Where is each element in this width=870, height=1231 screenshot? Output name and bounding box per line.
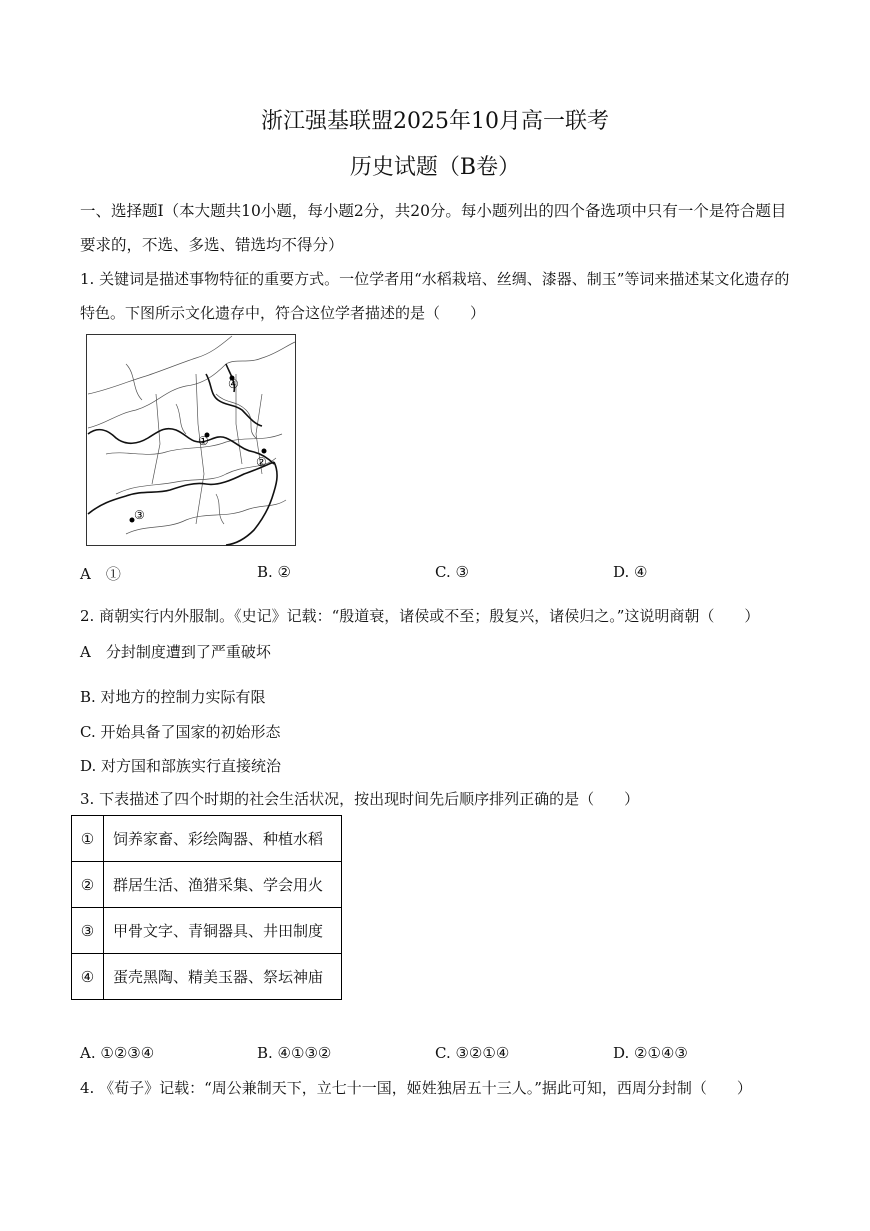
- map-marker-1: ①: [198, 434, 209, 448]
- q2-option-c[interactable]: C. 开始具备了国家的初始形态: [80, 723, 281, 741]
- question-4-stem: 4. 《荀子》记载：“周公兼制天下，立七十一国，姬姓独居五十三人。”据此可知，西周分封制（ ）: [80, 1079, 752, 1097]
- page-subtitle: 历史试题（B卷）: [349, 155, 521, 180]
- table-row: [72, 954, 342, 1000]
- map-marker-3: ③: [134, 508, 145, 522]
- table-cell-num: ③: [72, 908, 104, 954]
- page-title: 浙江强基联盟2025年10月高一联考: [261, 109, 609, 134]
- table-cell-text: 群居生活、渔猎采集、学会用火: [104, 862, 342, 908]
- table-row: [72, 816, 342, 862]
- map-marker-2: ②: [256, 455, 267, 469]
- q3-option-d[interactable]: D. ②①④③: [613, 1044, 688, 1062]
- question-2-stem: 2. 商朝实行内外服制。《史记》记载：“殷道衰，诸侯或不至；殷复兴，诸侯归之。”这说明商朝（ ）: [80, 607, 760, 625]
- q2-option-b[interactable]: B. 对地方的控制力实际有限: [80, 688, 266, 706]
- table-row: [72, 862, 342, 908]
- table-cell-text: 饲养家畜、彩绘陶器、种植水稻: [104, 816, 342, 862]
- map-marker-4: ④: [228, 377, 239, 391]
- q3-option-a[interactable]: A. ①②③④: [80, 1044, 155, 1062]
- q1-option-a[interactable]: A ①: [80, 565, 121, 583]
- question-1-stem: 1. 关键词是描述事物特征的重要方式。一位学者用“水稻栽培、丝绸、漆器、制玉”等词来描述某文化遗存的特色。下图所示文化遗存中，符合这位学者描述的是（ ）: [80, 270, 790, 322]
- q3-option-c[interactable]: C. ③②①④: [435, 1044, 510, 1062]
- table-row: [72, 908, 342, 954]
- q2-option-a[interactable]: A 分封制度遭到了严重破坏: [80, 643, 271, 661]
- q2-option-d[interactable]: D. 对方国和部族实行直接统治: [80, 757, 282, 775]
- q1-option-b[interactable]: B. ②: [257, 563, 292, 581]
- table-cell-text: 蛋壳黑陶、精美玉器、祭坛神庙: [104, 954, 342, 1000]
- q3-table: [71, 815, 342, 1000]
- table-cell-num: ①: [72, 816, 104, 862]
- table-cell-num: ④: [72, 954, 104, 1000]
- question-3-stem: 3. 下表描述了四个时期的社会生活状况，按出现时间先后顺序排列正确的是（ ）: [80, 790, 640, 808]
- table-cell-text: 甲骨文字、青铜器具、井田制度: [104, 908, 342, 954]
- table-cell-num: ②: [72, 862, 104, 908]
- q1-option-d[interactable]: D. ④: [613, 563, 648, 581]
- china-map-figure: [86, 334, 296, 546]
- q1-option-c[interactable]: C. ③: [435, 563, 469, 581]
- section-heading: 一、选择题Ⅰ（本大题共10小题，每小题2分，共20分。每小题列出的四个备选项中只有一个是符合题目要求的，不选、多选、错选均不得分）: [80, 202, 787, 254]
- q3-option-b[interactable]: B. ④①③②: [257, 1044, 332, 1062]
